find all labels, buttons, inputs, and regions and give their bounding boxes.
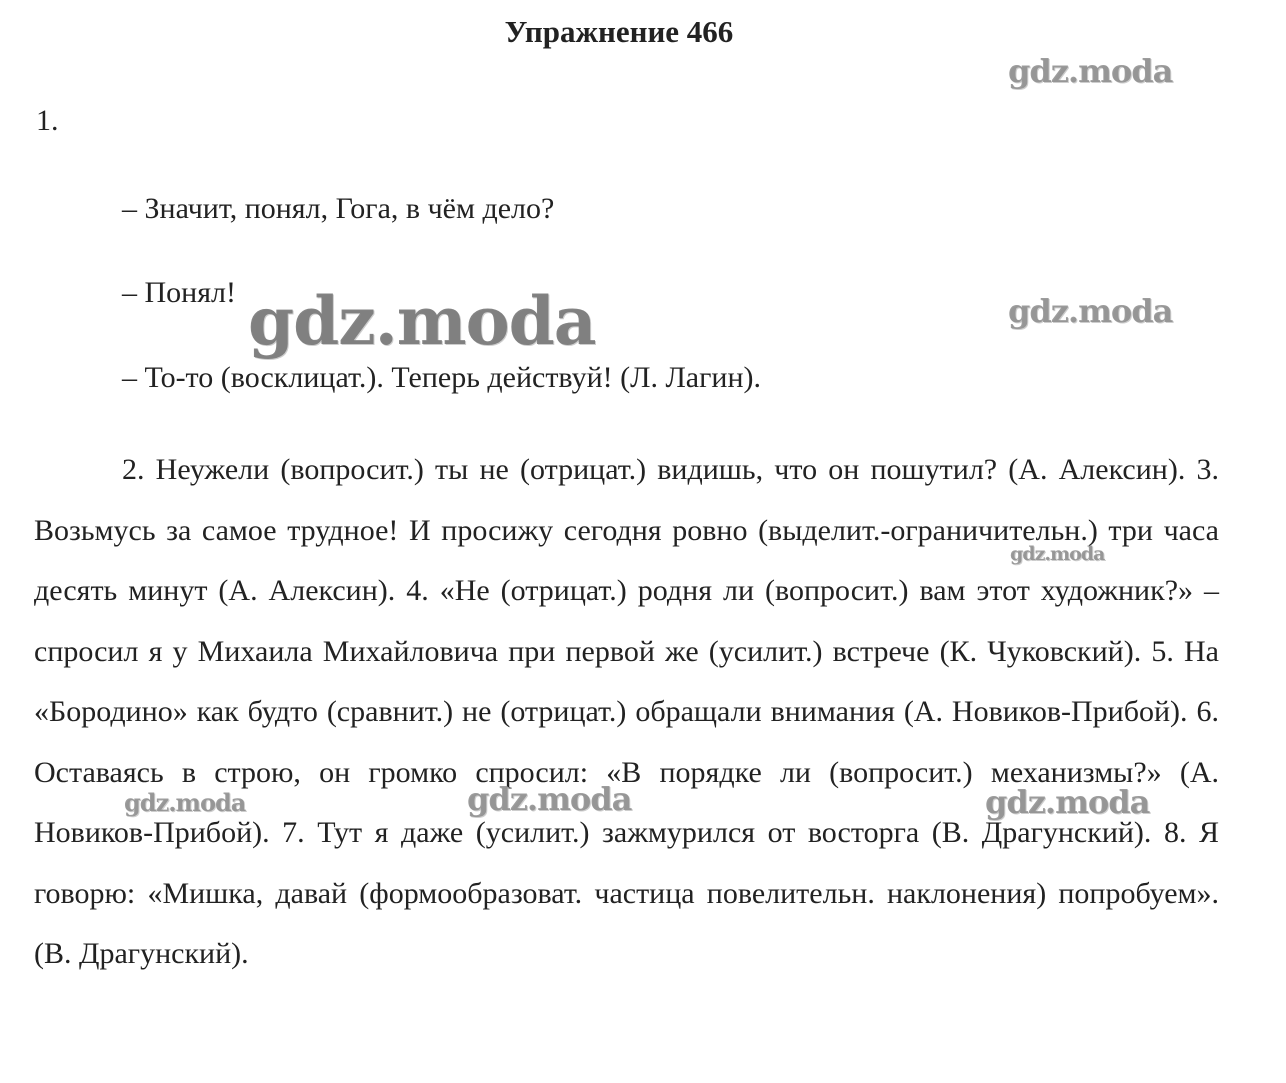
watermark-logo: gdz.moda bbox=[1008, 52, 1173, 90]
section-number: 1. bbox=[36, 104, 59, 137]
dialog-line-3: – То-то (восклицат.). Теперь действуй! (Л. Лагин). bbox=[122, 361, 762, 394]
watermark-logo: gdz.moda bbox=[467, 780, 632, 818]
dialog-line-1: – Значит, понял, Гога, в чём дело? bbox=[122, 192, 555, 225]
exercise-paragraph: 2. Неужели (вопросит.) ты не (отрицат.) видишь, что он пошутил? (А. Алексин). 3. Возьмусь за самое трудное! И просижу сегодня ровно (выделит.-ограничительн.) три часа десять минут (А. Алексин). 4. «Не (отрицат.) родня ли (вопросит.) вам этот художник?» – спросил я у Михаила Михайловича при первой же (усилит.) встрече (К. Чуковский). 5. На «Бородино» как будто (сравнит.) не (отрицат.) обращали внимания (А. Новиков-Прибой). 6. Оставаясь в строю, он громко спросил: «В порядке ли (вопросит.) механизмы?» (А. Новиков-Прибой). 7. Тут я даже (усилит.) зажмурился от восторга (В. Драгунский). 8. Я говорю: «Мишка, давай (формообразоват. частица повелительн. наклонения) попробуем». (В. Драгунский). bbox=[34, 453, 1219, 970]
exercise-title: Упражнение 466 bbox=[504, 14, 734, 49]
watermark-logo: gdz.moda bbox=[985, 783, 1150, 821]
watermark-logo: gdz.moda bbox=[124, 788, 246, 817]
watermark-logo: gdz.moda bbox=[1010, 543, 1105, 565]
watermark-logo: gdz.moda bbox=[248, 282, 596, 360]
dialog-line-2: – Понял! bbox=[122, 276, 236, 309]
watermark-logo: gdz.moda bbox=[1008, 292, 1173, 330]
